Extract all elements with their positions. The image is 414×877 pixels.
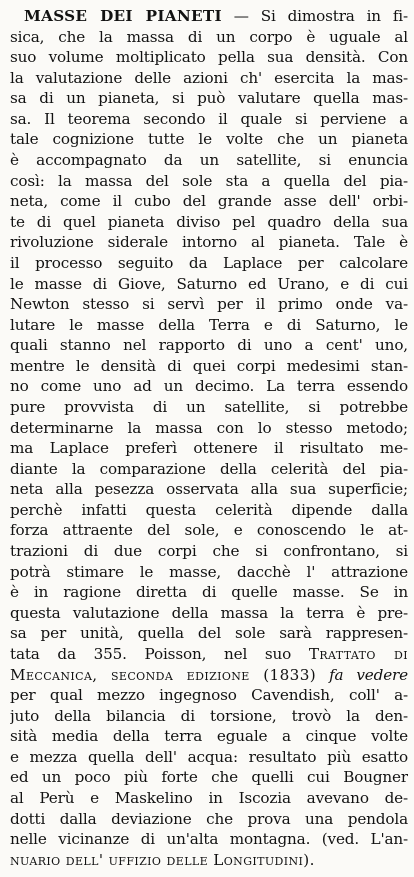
text-line-25: perchè infatti questa celerità dipende dalla [10,500,408,519]
text-line-29: è in ragione diretta di quelle masse. Se in [10,583,408,602]
text-line-33 [10,665,408,686]
text-line-26: forza attraente del sole, e conoscendo le at- [10,521,408,540]
text-line-1: MASSE DEI PIANETI — Si dimostra in fi- [24,7,408,25]
text-line-39: al Perù e Maskelino in Iscozia avevano de- [10,788,408,807]
text-line-31: sa per unità, quella del sole sarà rappresen- [10,624,408,643]
text-line-18: mentre le densità di quei corpi medesimi stan- [10,356,408,375]
article-heading: MASSE DEI PIANETI [24,7,222,25]
text-line-10: neta, come il cubo del grande asse dell' orbi- [10,192,408,211]
text-line-20: pure provvista di un satellite, si potrebbe [10,397,408,416]
text-line-2: sica, che la massa di un corpo è uguale al [10,27,408,46]
text-line-40: dotti dalla deviazione che prova una pendola [10,809,408,828]
text-line-7: tale cognizione tutte le volte che un pianeta [10,130,408,149]
text-line-27: trazioni di due corpi che si confrontano, si [10,542,408,561]
text-line-16: lutare le masse della Terra e di Saturno, le [10,315,408,334]
text-line-11: te di quel pianeta diviso pel quadro della sua [10,212,408,231]
text-line-21: determinarne la massa con lo stesso metodo; [10,418,408,437]
text-line-19: no come uno ad un decimo. La terra essendo [10,377,408,396]
text-line-4: la valutazione delle azioni ch' esercita la mas- [10,68,408,87]
book-title-part-2: Meccanica, seconda edizione (1833) [10,665,317,684]
text-line-42: nuario dell' uffizio delle Longitudini). [10,850,315,869]
text-line-3: suo volume moltiplicato pella sua densità. Con [10,48,408,67]
text-line-36: sità media della terra eguale a cinque volte [10,727,408,746]
text-line-28: potrà stimare le masse, dacchè l' attrazione [10,562,408,581]
text-line-22: ma Laplace preferì ottenere il risultato me- [10,439,408,458]
text-line-9: così: la massa del sole sta a quella del pia- [10,171,408,190]
text-line-37: e mezza quella dell' acqua: resultato più esatto [10,747,408,766]
text-line-12: rivoluzione siderale intorno al pianeta. Tale è [10,233,408,252]
text-line-17: quali stanno nel rapporto di uno a cent' uno, [10,336,408,355]
text-line-34: per qual mezzo ingegnoso Cavendish, coll' a- [10,686,408,705]
text-line-24: neta alla pesezza osservata alla sua superficie; [10,480,408,499]
text-line-5: sa di un pianeta, si può valutare quella mas- [10,89,408,108]
text-line-8: è accompagnato da un satellite, si enuncia [10,151,408,170]
text-line-38: ed un poco più forte che quelli cui Bougner [10,768,408,787]
text-line-23: diante la comparazione della celerità del pia- [10,459,408,478]
text-line-6: sa. Il teorema secondo il quale si perviene a [10,109,408,128]
text-line-14: le masse di Giove, Saturno ed Urano, e di cui [10,274,408,293]
text-line-15: Newton stesso si servì per il primo onde va- [10,295,408,314]
italic-phrase: fa vedere [329,665,408,684]
text-line-30: questa valutazione della massa la terra è pre- [10,603,408,622]
text-line-41: nelle vicinanze di un'alta montagna. (ved. L'an- [10,830,408,849]
text-line-13: il processo seguito da Laplace per calcolare [10,253,408,272]
book-title-part-1: Trattato di [308,644,408,663]
text-line-35: juto della bilancia di torsione, trovò la den- [10,706,408,725]
text-line-32: tata da 355. Poisson, nel suo Trattato di [10,644,408,663]
